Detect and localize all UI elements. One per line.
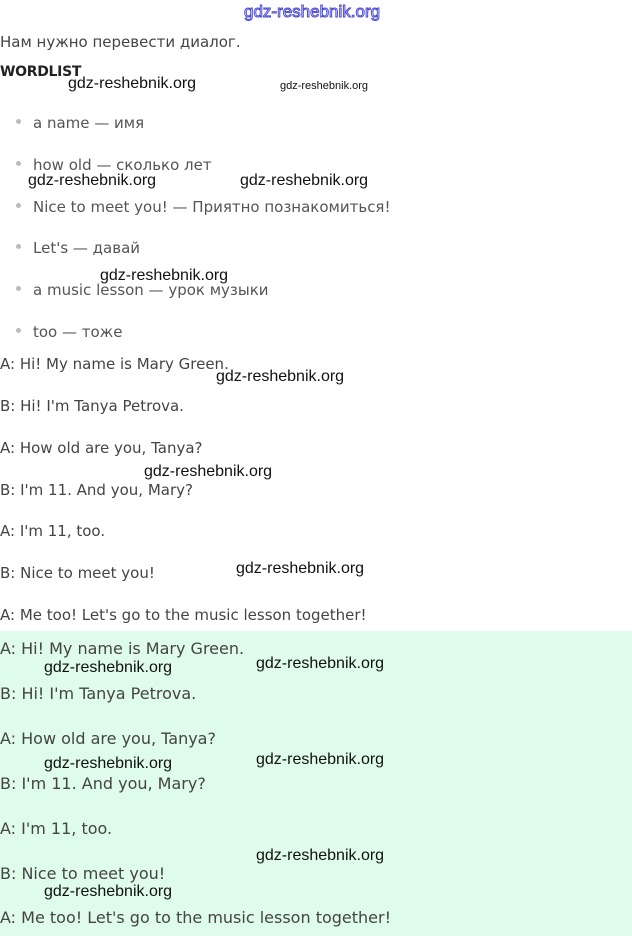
wordlist-item-text: how old — сколько лет: [33, 156, 212, 174]
intro-text: Нам нужно перевести диалог.: [0, 33, 241, 51]
wordlist-item: [16, 198, 390, 216]
bullet-icon: [16, 286, 21, 291]
answer-line: B: Hi! I'm Tanya Petrova.: [0, 684, 197, 703]
watermark: gdz-reshebnik.org: [256, 655, 385, 672]
dialogue-line: B: I'm 11. And you, Mary?: [0, 481, 193, 499]
watermark: gdz-reshebnik.org: [144, 463, 273, 480]
wordlist-item-text: Nice to meet you! — Приятно познакомиться!: [33, 198, 391, 216]
dialogue-line: A: Hi! My name is Mary Green.: [0, 355, 229, 373]
bullet-icon: [16, 328, 21, 333]
bullet-icon: [16, 161, 21, 166]
watermark: gdz-reshebnik.org: [44, 659, 173, 676]
wordlist-item-text: a music lesson — урок музыки: [33, 281, 269, 299]
watermark: gdz-reshebnik.org: [236, 560, 365, 577]
bullet-icon: [16, 119, 21, 124]
wordlist-item: [16, 323, 122, 341]
answer-line: A: Hi! My name is Mary Green.: [0, 639, 245, 658]
watermark: gdz-reshebnik.org: [256, 847, 385, 864]
wordlist-item-text: a name — имя: [33, 114, 145, 132]
bullet-icon: [16, 203, 21, 208]
bullet-icon: [16, 244, 21, 249]
dialogue-line: A: How old are you, Tanya?: [0, 439, 203, 457]
watermark: gdz-reshebnik.org: [44, 755, 173, 772]
watermark: gdz-reshebnik.org: [28, 172, 157, 189]
watermark: gdz-reshebnik.org: [240, 172, 369, 189]
wordlist-item-text: too — тоже: [33, 323, 123, 341]
answer-line: A: Me too! Let's go to the music lesson together!: [0, 908, 391, 927]
dialogue-line: B: Nice to meet you!: [0, 564, 155, 582]
answer-line: A: How old are you, Tanya?: [0, 729, 216, 748]
dialogue-line: A: I'm 11, too.: [0, 522, 106, 540]
wordlist-item-text: Let's — давай: [33, 239, 141, 257]
wordlist-title: WORDLIST: [0, 64, 82, 80]
answer-line: A: I'm 11, too.: [0, 819, 113, 838]
wordlist-item: [16, 239, 140, 257]
watermark: gdz-reshebnik.org: [68, 75, 197, 92]
answer-line: B: I'm 11. And you, Mary?: [0, 774, 206, 793]
watermark: gdz-reshebnik.org: [256, 751, 385, 768]
watermark: gdz-reshebnik.org: [100, 267, 229, 284]
answer-line: B: Nice to meet you!: [0, 864, 166, 883]
watermark: gdz-reshebnik.org: [216, 368, 345, 385]
watermark-header: gdz-reshebnik.org: [244, 2, 381, 21]
watermark: gdz-reshebnik.org: [280, 80, 369, 92]
dialogue-line: B: Hi! I'm Tanya Petrova.: [0, 397, 184, 415]
watermark: gdz-reshebnik.org: [44, 883, 173, 900]
dialogue-line: A: Me too! Let's go to the music lesson together!: [0, 606, 367, 624]
wordlist-item: [16, 114, 144, 132]
